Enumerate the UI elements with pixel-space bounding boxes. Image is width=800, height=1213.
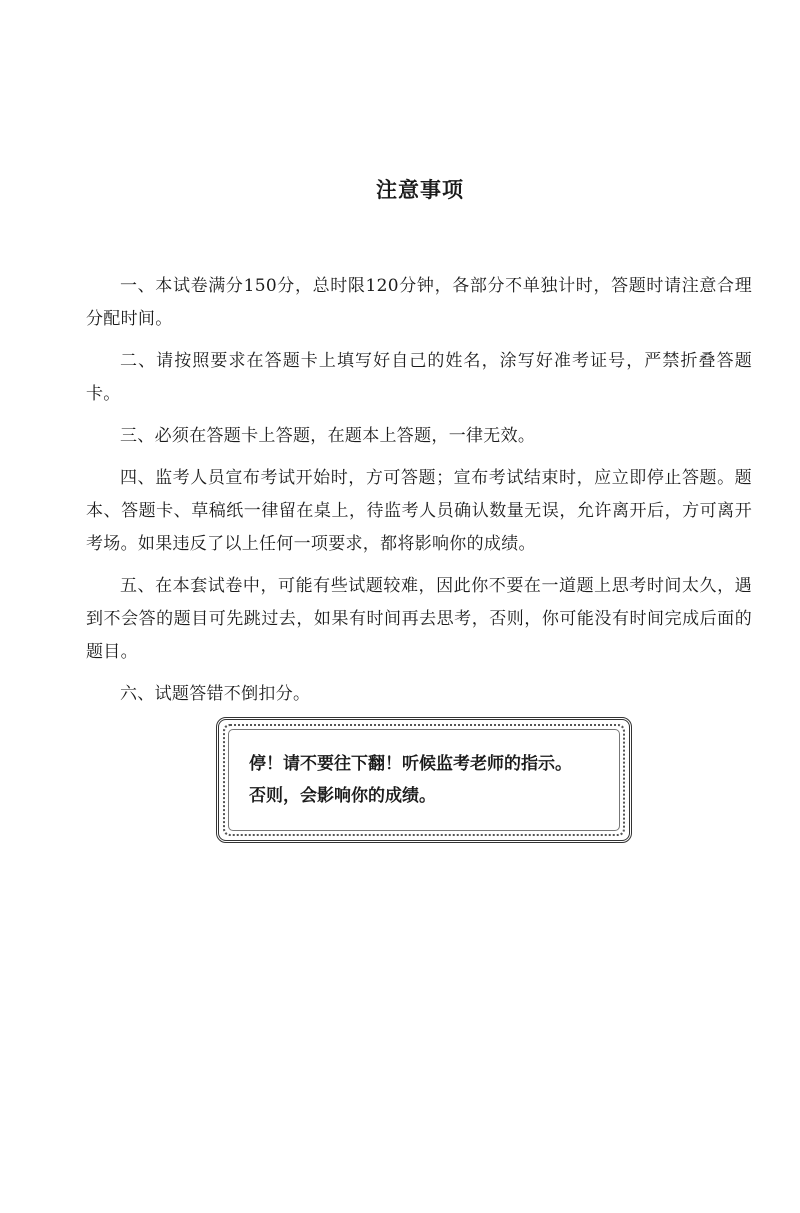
notice-item-4: 四、监考人员宣布考试开始时，方可答题；宣布考试结束时，应立即停止答题。题本、答题卡、草稿纸一律留在桌上，待监考人员确认数量无误，允许离开后，方可离开考场。如果违反了以上任何一项要求，都将影响你的成绩。	[86, 468, 752, 554]
stop-warning-line-1: 停！请不要往下翻！听候监考老师的指示。	[249, 754, 572, 774]
stop-warning-text	[249, 748, 619, 812]
notice-item-3: 三、必须在答题卡上答题，在题本上答题，一律无效。	[120, 426, 536, 446]
notice-item-6: 六、试题答错不倒扣分。	[120, 684, 311, 704]
notice-item-1: 一、本试卷满分150分，总时限120分钟，各部分不单独计时，答题时请注意合理分配时间。	[86, 276, 752, 329]
notice-item-5: 五、在本套试卷中，可能有些试题较难，因此你不要在一道题上思考时间太久，遇到不会答的题目可先跳过去，如果有时间再去思考，否则，你可能没有时间完成后面的题目。	[86, 576, 752, 662]
stop-warning-line-2: 否则，会影响你的成绩。	[249, 786, 436, 806]
notice-list	[86, 270, 752, 720]
notice-item-2: 二、请按照要求在答题卡上填写好自己的姓名，涂写好准考证号，严禁折叠答题卡。	[86, 351, 752, 404]
page-title: 注意事项	[376, 178, 464, 202]
stop-warning-box	[216, 717, 632, 843]
